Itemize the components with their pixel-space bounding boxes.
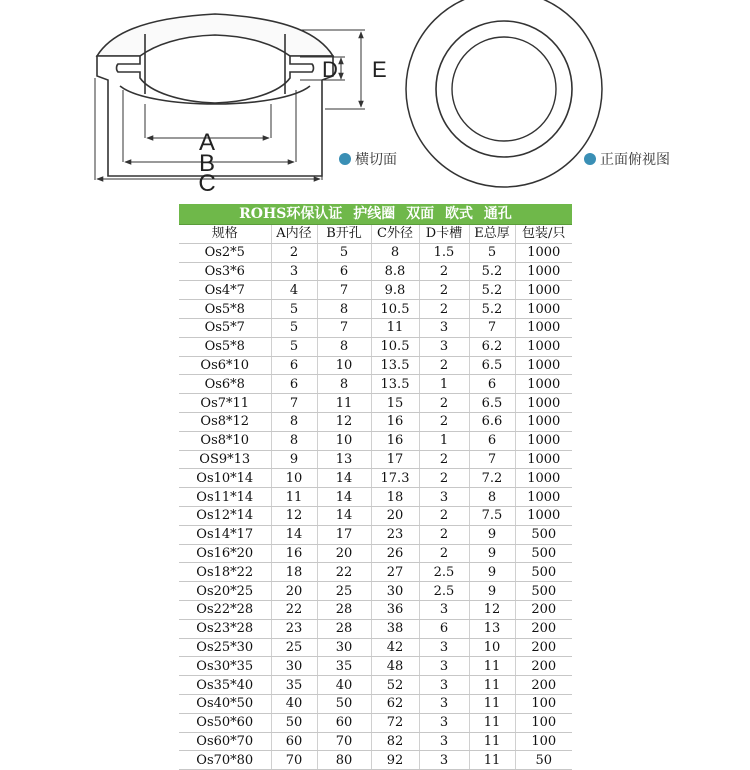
cell-c: 62 <box>371 694 419 713</box>
front-view-label: 正面俯视图 <box>600 152 670 168</box>
cell-pack: 1000 <box>515 281 572 300</box>
cell-d: 2 <box>419 356 469 375</box>
cell-c: 13.5 <box>371 356 419 375</box>
cell-b: 30 <box>317 638 371 657</box>
cell-a: 40 <box>271 694 317 713</box>
cell-d: 2 <box>419 412 469 431</box>
cell-a: 11 <box>271 488 317 507</box>
cell-c: 16 <box>371 412 419 431</box>
table-row <box>179 281 572 300</box>
cell-a: 4 <box>271 281 317 300</box>
spec-table <box>179 204 572 770</box>
cell-spec: Os50*60 <box>179 713 271 732</box>
header-c: C外径 <box>371 225 419 244</box>
cell-spec: Os5*7 <box>179 318 271 337</box>
cell-b: 40 <box>317 676 371 695</box>
cell-a: 10 <box>271 469 317 488</box>
cell-b: 12 <box>317 412 371 431</box>
label-c: C <box>198 170 216 197</box>
front-view <box>406 0 602 187</box>
cell-b: 22 <box>317 563 371 582</box>
cell-spec: Os11*14 <box>179 488 271 507</box>
cell-c: 20 <box>371 506 419 525</box>
cell-b: 5 <box>317 243 371 262</box>
cell-e: 9 <box>469 544 515 563</box>
cell-d: 3 <box>419 337 469 356</box>
cell-spec: Os23*28 <box>179 619 271 638</box>
cell-c: 18 <box>371 488 419 507</box>
cell-pack: 500 <box>515 525 572 544</box>
cell-pack: 1000 <box>515 356 572 375</box>
cell-b: 10 <box>317 431 371 450</box>
cell-d: 3 <box>419 488 469 507</box>
cell-d: 1 <box>419 431 469 450</box>
cell-d: 2 <box>419 469 469 488</box>
table-row <box>179 506 572 525</box>
cell-c: 38 <box>371 619 419 638</box>
cell-c: 11 <box>371 318 419 337</box>
cell-pack: 100 <box>515 713 572 732</box>
cell-d: 1.5 <box>419 243 469 262</box>
cell-pack: 1000 <box>515 375 572 394</box>
cell-a: 5 <box>271 337 317 356</box>
cell-spec: Os22*28 <box>179 600 271 619</box>
cell-spec: Os5*8 <box>179 337 271 356</box>
table-row <box>179 262 572 281</box>
cell-pack: 1000 <box>515 469 572 488</box>
cell-a: 9 <box>271 450 317 469</box>
table-row <box>179 375 572 394</box>
table-row <box>179 300 572 319</box>
cell-c: 52 <box>371 676 419 695</box>
cell-a: 6 <box>271 356 317 375</box>
cell-d: 6 <box>419 619 469 638</box>
table-row <box>179 657 572 676</box>
cell-a: 16 <box>271 544 317 563</box>
cell-e: 11 <box>469 732 515 751</box>
cell-pack: 200 <box>515 638 572 657</box>
cell-e: 5.2 <box>469 262 515 281</box>
header-b: B开孔 <box>317 225 371 244</box>
cell-a: 70 <box>271 751 317 770</box>
cell-c: 13.5 <box>371 375 419 394</box>
cell-d: 2 <box>419 506 469 525</box>
cell-b: 28 <box>317 619 371 638</box>
table-row <box>179 243 572 262</box>
cell-spec: Os14*17 <box>179 525 271 544</box>
cell-e: 6 <box>469 431 515 450</box>
cell-a: 30 <box>271 657 317 676</box>
table-row <box>179 431 572 450</box>
cell-pack: 1000 <box>515 394 572 413</box>
cell-e: 6 <box>469 375 515 394</box>
cell-e: 11 <box>469 751 515 770</box>
cell-spec: Os2*5 <box>179 243 271 262</box>
cell-e: 5 <box>469 243 515 262</box>
cell-d: 3 <box>419 732 469 751</box>
cell-a: 14 <box>271 525 317 544</box>
cell-e: 10 <box>469 638 515 657</box>
cell-c: 42 <box>371 638 419 657</box>
table-row <box>179 694 572 713</box>
cell-spec: Os6*10 <box>179 356 271 375</box>
cell-pack: 1000 <box>515 431 572 450</box>
cell-d: 3 <box>419 694 469 713</box>
table-row <box>179 469 572 488</box>
cell-spec: Os30*35 <box>179 657 271 676</box>
cell-pack: 1000 <box>515 337 572 356</box>
cell-c: 26 <box>371 544 419 563</box>
cell-pack: 50 <box>515 751 572 770</box>
cell-spec: Os25*30 <box>179 638 271 657</box>
cell-spec: Os4*7 <box>179 281 271 300</box>
cell-spec: Os60*70 <box>179 732 271 751</box>
cell-c: 92 <box>371 751 419 770</box>
cell-c: 17 <box>371 450 419 469</box>
cell-d: 2 <box>419 450 469 469</box>
cell-pack: 1000 <box>515 318 572 337</box>
cell-spec: Os70*80 <box>179 751 271 770</box>
cell-e: 11 <box>469 694 515 713</box>
table-row <box>179 318 572 337</box>
cell-d: 3 <box>419 751 469 770</box>
front-view-caption <box>584 149 670 169</box>
cell-a: 7 <box>271 394 317 413</box>
cell-a: 8 <box>271 412 317 431</box>
cell-pack: 100 <box>515 732 572 751</box>
cell-b: 14 <box>317 469 371 488</box>
cell-pack: 200 <box>515 676 572 695</box>
cell-a: 20 <box>271 582 317 601</box>
cell-b: 28 <box>317 600 371 619</box>
cell-a: 5 <box>271 318 317 337</box>
cell-c: 72 <box>371 713 419 732</box>
table-banner-row <box>179 204 572 225</box>
cell-pack: 200 <box>515 657 572 676</box>
header-a: A内径 <box>271 225 317 244</box>
cell-a: 23 <box>271 619 317 638</box>
cell-a: 35 <box>271 676 317 695</box>
cell-spec: Os10*14 <box>179 469 271 488</box>
cell-c: 10.5 <box>371 300 419 319</box>
cross-section-caption <box>339 149 397 169</box>
table-row <box>179 488 572 507</box>
cell-a: 60 <box>271 732 317 751</box>
cell-spec: Os6*8 <box>179 375 271 394</box>
cell-pack: 200 <box>515 600 572 619</box>
cell-spec: Os12*14 <box>179 506 271 525</box>
header-spec: 规格 <box>179 225 271 244</box>
grommet-drawing <box>0 0 750 200</box>
cell-b: 8 <box>317 337 371 356</box>
cell-e: 9 <box>469 525 515 544</box>
cell-a: 12 <box>271 506 317 525</box>
cell-e: 11 <box>469 657 515 676</box>
cell-e: 9 <box>469 563 515 582</box>
cell-b: 14 <box>317 506 371 525</box>
cell-spec: OS9*13 <box>179 450 271 469</box>
cell-e: 5.2 <box>469 300 515 319</box>
cell-b: 11 <box>317 394 371 413</box>
cell-e: 12 <box>469 600 515 619</box>
cell-pack: 1000 <box>515 412 572 431</box>
cell-a: 8 <box>271 431 317 450</box>
cell-e: 6.5 <box>469 394 515 413</box>
cell-b: 35 <box>317 657 371 676</box>
cell-pack: 1000 <box>515 300 572 319</box>
table-row <box>179 732 572 751</box>
cell-b: 70 <box>317 732 371 751</box>
cell-c: 9.8 <box>371 281 419 300</box>
table-row <box>179 713 572 732</box>
cell-e: 6.5 <box>469 356 515 375</box>
cell-b: 10 <box>317 356 371 375</box>
label-e: E <box>372 57 387 82</box>
cell-e: 6.2 <box>469 337 515 356</box>
cell-b: 60 <box>317 713 371 732</box>
cell-d: 2 <box>419 300 469 319</box>
table-row <box>179 394 572 413</box>
cell-e: 7.5 <box>469 506 515 525</box>
cell-d: 3 <box>419 638 469 657</box>
cell-b: 6 <box>317 262 371 281</box>
cell-d: 2 <box>419 525 469 544</box>
cell-d: 2 <box>419 262 469 281</box>
cell-pack: 200 <box>515 619 572 638</box>
cell-pack: 1000 <box>515 243 572 262</box>
cell-d: 3 <box>419 657 469 676</box>
header-pack: 包装/只 <box>515 225 572 244</box>
cell-e: 5.2 <box>469 281 515 300</box>
cell-a: 25 <box>271 638 317 657</box>
cell-pack: 500 <box>515 563 572 582</box>
table-banner: ROHS环保认证 护线圈 双面 欧式 通孔 <box>179 204 572 225</box>
cell-b: 7 <box>317 281 371 300</box>
cell-spec: Os7*11 <box>179 394 271 413</box>
label-b: B <box>198 150 216 177</box>
table-header-row <box>179 225 572 244</box>
cell-c: 30 <box>371 582 419 601</box>
cell-pack: 1000 <box>515 450 572 469</box>
table-row <box>179 356 572 375</box>
table-row <box>179 563 572 582</box>
top-flange <box>97 14 333 56</box>
cell-c: 8.8 <box>371 262 419 281</box>
cell-b: 20 <box>317 544 371 563</box>
cell-b: 7 <box>317 318 371 337</box>
table-row <box>179 525 572 544</box>
cell-d: 1 <box>419 375 469 394</box>
table-row <box>179 412 572 431</box>
cell-d: 2.5 <box>419 563 469 582</box>
cell-e: 8 <box>469 488 515 507</box>
cell-a: 50 <box>271 713 317 732</box>
cell-d: 3 <box>419 676 469 695</box>
cell-e: 9 <box>469 582 515 601</box>
cell-b: 8 <box>317 375 371 394</box>
cell-d: 3 <box>419 600 469 619</box>
cell-c: 23 <box>371 525 419 544</box>
cell-spec: Os35*40 <box>179 676 271 695</box>
header-d: D卡槽 <box>419 225 469 244</box>
bullet-dot-icon <box>584 153 596 165</box>
cell-b: 17 <box>317 525 371 544</box>
table-row <box>179 582 572 601</box>
cell-e: 7.2 <box>469 469 515 488</box>
table-row <box>179 450 572 469</box>
cell-c: 10.5 <box>371 337 419 356</box>
cell-c: 17.3 <box>371 469 419 488</box>
table-row <box>179 638 572 657</box>
cell-c: 8 <box>371 243 419 262</box>
cell-spec: Os16*20 <box>179 544 271 563</box>
cell-d: 2.5 <box>419 582 469 601</box>
cell-d: 2 <box>419 394 469 413</box>
cell-a: 5 <box>271 300 317 319</box>
label-a: A <box>198 129 216 156</box>
cell-d: 2 <box>419 544 469 563</box>
cell-b: 50 <box>317 694 371 713</box>
cell-spec: Os18*22 <box>179 563 271 582</box>
cell-c: 16 <box>371 431 419 450</box>
header-e: E总厚 <box>469 225 515 244</box>
cell-c: 48 <box>371 657 419 676</box>
cell-pack: 500 <box>515 544 572 563</box>
table-row <box>179 676 572 695</box>
cell-a: 6 <box>271 375 317 394</box>
cell-b: 80 <box>317 751 371 770</box>
table-row <box>179 619 572 638</box>
cell-a: 3 <box>271 262 317 281</box>
cell-b: 25 <box>317 582 371 601</box>
table-row <box>179 337 572 356</box>
cell-a: 22 <box>271 600 317 619</box>
cell-b: 13 <box>317 450 371 469</box>
cell-c: 15 <box>371 394 419 413</box>
cell-c: 36 <box>371 600 419 619</box>
cell-e: 11 <box>469 713 515 732</box>
cross-section-label: 横切面 <box>355 152 397 168</box>
cell-spec: Os40*50 <box>179 694 271 713</box>
cell-spec: Os20*25 <box>179 582 271 601</box>
table-body <box>179 243 572 769</box>
cell-e: 7 <box>469 450 515 469</box>
cell-b: 14 <box>317 488 371 507</box>
table-row <box>179 751 572 770</box>
table-row <box>179 544 572 563</box>
cell-e: 11 <box>469 676 515 695</box>
cell-spec: Os8*12 <box>179 412 271 431</box>
cell-pack: 500 <box>515 582 572 601</box>
cell-spec: Os5*8 <box>179 300 271 319</box>
cell-spec: Os3*6 <box>179 262 271 281</box>
cell-e: 13 <box>469 619 515 638</box>
bullet-dot-icon <box>339 153 351 165</box>
cell-c: 27 <box>371 563 419 582</box>
cell-pack: 100 <box>515 694 572 713</box>
cell-e: 6.6 <box>469 412 515 431</box>
cell-a: 18 <box>271 563 317 582</box>
cell-d: 3 <box>419 713 469 732</box>
cell-d: 2 <box>419 281 469 300</box>
cell-spec: Os8*10 <box>179 431 271 450</box>
label-d: D <box>322 57 338 82</box>
cell-pack: 1000 <box>515 488 572 507</box>
cell-d: 3 <box>419 318 469 337</box>
cell-a: 2 <box>271 243 317 262</box>
cell-e: 7 <box>469 318 515 337</box>
cell-pack: 1000 <box>515 506 572 525</box>
cell-b: 8 <box>317 300 371 319</box>
cell-c: 82 <box>371 732 419 751</box>
cell-pack: 1000 <box>515 262 572 281</box>
table-row <box>179 600 572 619</box>
